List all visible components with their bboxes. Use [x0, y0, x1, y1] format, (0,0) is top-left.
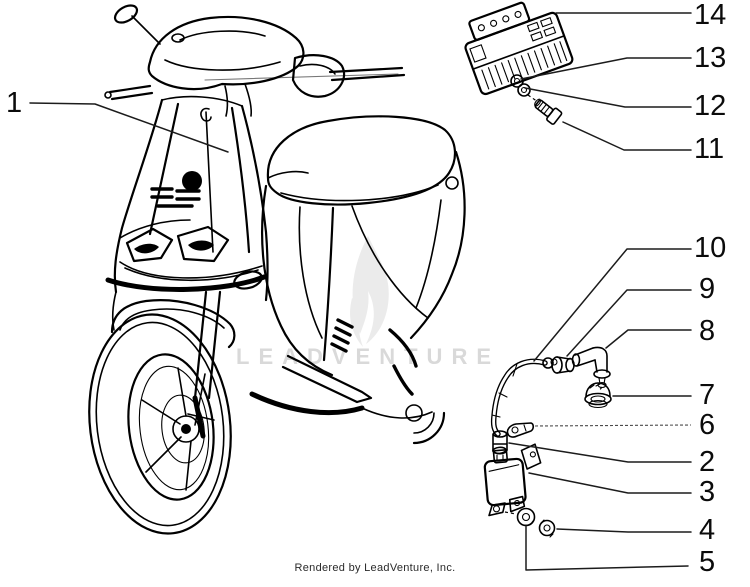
callout-7: 7 [699, 379, 716, 411]
front-wheel-drawing [77, 292, 243, 542]
front-shield-drawing [108, 97, 268, 330]
callout-8: 8 [699, 315, 716, 347]
callout-12: 12 [694, 90, 727, 122]
callout-2: 2 [699, 446, 716, 478]
scooter-illustration [77, 2, 465, 542]
cdi-unit-drawing [457, 0, 573, 95]
leadventure-watermark-text: LEADVENTURE [236, 344, 501, 369]
nut-drawing [540, 520, 555, 537]
callout-5: 5 [699, 546, 716, 578]
callout-14: 14 [694, 0, 727, 31]
callout-9: 9 [699, 273, 716, 305]
washer-drawing [505, 509, 535, 526]
callout-13: 13 [694, 42, 727, 74]
callout-4: 4 [699, 514, 716, 546]
callout-3: 3 [699, 476, 716, 508]
mounting-screw-drawing [531, 96, 562, 125]
cable-clip-drawing [507, 423, 533, 437]
attribution-text: Rendered by LeadVenture, Inc. [294, 562, 456, 574]
harness-grommet-dot [182, 171, 202, 191]
spark-plug-cap-drawing [573, 347, 611, 387]
callout-1: 1 [6, 87, 23, 119]
callout-10: 10 [694, 232, 727, 264]
handlebar-drawing [105, 2, 404, 116]
callout-6: 6 [699, 409, 716, 441]
callout-11: 11 [694, 133, 725, 165]
headlights-drawing [120, 220, 264, 291]
leadventure-flame-watermark-icon [350, 236, 389, 347]
spark-plug-cable-drawing [492, 358, 557, 434]
ignition-coil-drawing [483, 444, 545, 516]
